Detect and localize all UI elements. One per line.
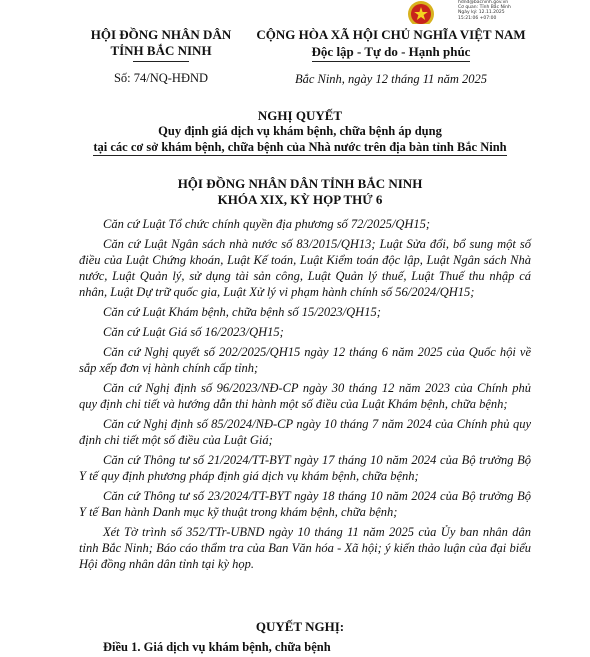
issuer-line2: TỈNH BẮC NINH	[110, 43, 212, 58]
preamble-paragraph: Căn cứ Thông tư số 21/2024/TT-BYT ngày 17 tháng 10 năm 2024 của Bộ trưởng Bộ Y tế quy định phương pháp định giá dịch vụ khám bệnh, chữa bệnh;	[79, 453, 531, 483]
preamble-paragraph: Căn cứ Luật Tổ chức chính quyền địa phương số 72/2025/QH15;	[103, 217, 431, 231]
article-1-title: Điều 1. Giá dịch vụ khám bệnh, chữa bệnh	[103, 640, 331, 654]
issuer-line1: HỘI ĐỒNG NHÂN DÂN	[90, 27, 232, 42]
preamble	[79, 216, 531, 576]
place-date: Bắc Ninh, ngày 12 tháng 11 năm 2025	[294, 72, 488, 86]
digital-signature-stamp	[458, 0, 528, 21]
nation-motto: Độc lập - Tự do - Hạnh phúc	[312, 44, 471, 62]
preamble-paragraph: Căn cứ Luật Ngân sách nhà nước số 83/2015/QH13; Luật Sửa đổi, bổ sung một số điều của Luật Chứng khoán, Luật Kế toán, Luật Kiểm toán độc lập, Luật Ngân sách Nhà nước, Luật Quản lý, sử dụng tài sản công, Luật Quản lý thuế, Luật Thuế thu nhập cá nhân, Luật Dự trữ quốc gia, Luật Xử lý vi phạm hành chính số 56/2024/QH15;	[79, 237, 531, 299]
council-session: KHÓA XIX, KỲ HỌP THỨ 6	[217, 192, 383, 207]
council-name: HỘI ĐỒNG NHÂN DÂN TỈNH BẮC NINH	[177, 176, 423, 191]
document-type: NGHỊ QUYẾT	[257, 108, 343, 123]
issuer-header	[76, 27, 246, 86]
subject-line2	[40, 140, 560, 155]
national-emblem-icon	[395, 0, 447, 24]
signature-line: hdnd@bacninh.gov.vn	[458, 0, 509, 5]
nation-line1: CỘNG HÒA XÃ HỘI CHỦ NGHĨA VIỆT NAM	[256, 27, 526, 42]
subject-line2-text: tại các cơ sở khám bệnh, chữa bệnh của Nhà nước trên địa bàn tỉnh Bắc Ninh	[93, 140, 507, 154]
preamble-paragraph: Căn cứ Luật Giá số 16/2023/QH15;	[103, 325, 284, 339]
signature-line: Ngày ký: 12.11.2025	[458, 10, 505, 16]
preamble-paragraph: Căn cứ Nghị định số 96/2023/NĐ-CP ngày 30 tháng 12 năm 2023 của Chính phủ quy định chi tiết và hướng dẫn thi hành một số điều của Luật Khám bệnh, chữa bệnh;	[79, 381, 531, 411]
subject-line1: Quy định giá dịch vụ khám bệnh, chữa bệnh áp dụng	[158, 124, 442, 138]
preamble-paragraph: Căn cứ Nghị định số 85/2024/NĐ-CP ngày 10 tháng 7 năm 2024 của Chính phủ quy định chi tiết một số điều của Luật Giá;	[79, 417, 531, 447]
document-number: Số: 74/NQ-HĐND	[113, 71, 209, 85]
signature-line: 15:21:06 +07:00	[458, 15, 497, 21]
national-header	[246, 27, 536, 87]
preamble-paragraph: Xét Tờ trình số 352/TTr-UBND ngày 10 tháng 11 năm 2025 của Ủy ban nhân dân tỉnh Bắc Ninh; Báo cáo thẩm tra của Ban Văn hóa - Xã hội; ý kiến thảo luận của đại biểu Hội đồng nhân dân tỉnh tại kỳ họp.	[79, 525, 531, 571]
preamble-paragraph: Căn cứ Luật Khám bệnh, chữa bệnh số 15/2023/QH15;	[103, 305, 381, 319]
resolve-heading: QUYẾT NGHỊ:	[255, 619, 345, 634]
preamble-paragraph: Căn cứ Thông tư số 23/2024/TT-BYT ngày 18 tháng 10 năm 2024 của Bộ trưởng Bộ Y tế Ban hành Danh mục kỹ thuật trong khám bệnh, chữa bệnh;	[79, 489, 531, 519]
preamble-paragraph: Căn cứ Nghị quyết số 202/2025/QH15 ngày 12 tháng 6 năm 2025 của Quốc hội về sắp xếp đơn vị hành chính cấp tỉnh;	[79, 345, 531, 375]
signature-line: Cơ quan: Tỉnh Bắc Ninh	[458, 5, 511, 11]
issuer-divider	[133, 61, 189, 62]
